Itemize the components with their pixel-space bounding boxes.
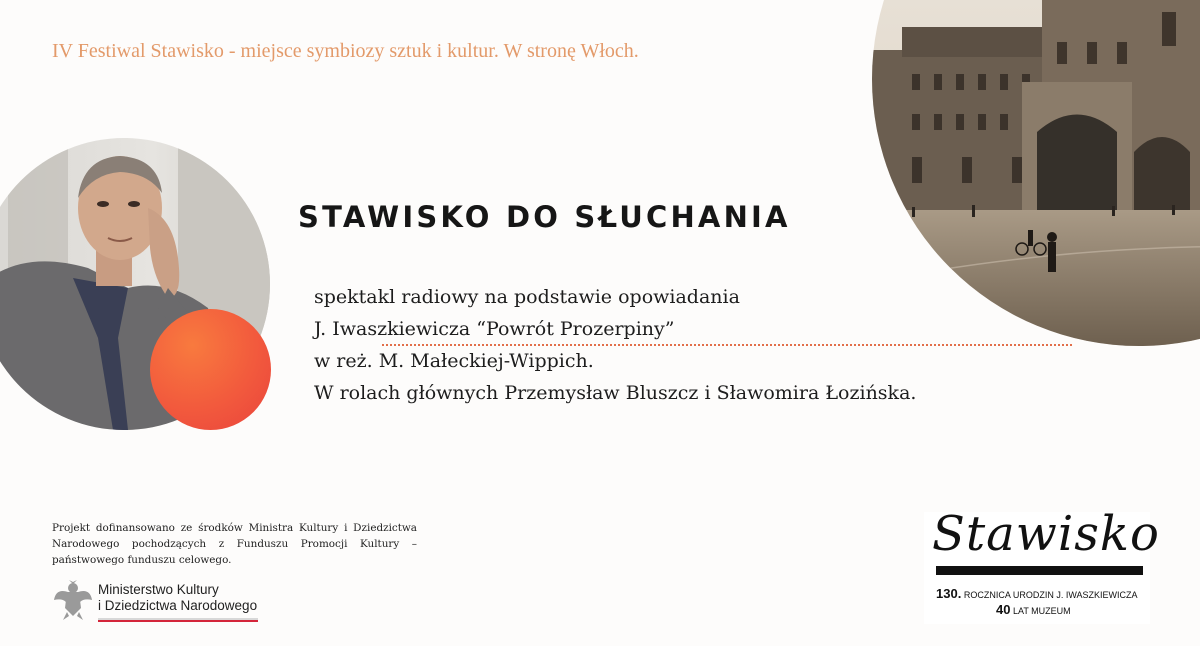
main-heading: STAWISKO DO SŁUCHANIA [298,200,791,234]
ministry-name-line-1: Ministerstwo Kultury [98,582,219,597]
description-line-3: w reż. M. Małeckiej-Wippich. [314,350,594,372]
polish-eagle-icon [52,578,94,622]
anniversary-line [936,586,1138,601]
dotted-divider [382,344,1072,346]
ministry-name-line-2: i Dziedzictwa Narodowego [98,598,258,613]
anniversary-text: ROCZNICA URODZIN J. IWASZKIEWICZA [963,590,1138,600]
decorative-orange-circle [150,309,271,430]
festival-title: IV Festiwal Stawisko - miejsce symbiozy sztuk i kultur. W stronę Włoch. [52,40,639,62]
logo-script-name: Stawisko [932,506,1160,562]
museum-line [996,602,1071,617]
historic-city-square-photo [872,0,1200,346]
museum-text: LAT MUZEUM [1012,606,1071,616]
logo-bar [936,566,1143,575]
museum-number: 40 [996,602,1011,617]
funding-note: Projekt dofinansowano ze środków Ministra Kultury i Dziedzictwa Narodowego pochodzących z Funduszu Promocji Kultury – państwowego funduszu celowego. [52,522,417,566]
ministry-logo [52,578,267,626]
stawisko-logo [924,506,1160,624]
description-line-4: W rolach głównych Przemysław Bluszcz i Sławomira Łozińska. [314,382,917,404]
anniversary-number: 130. [936,586,962,601]
ministry-flag-bar [98,618,258,622]
ministry-name [98,582,257,614]
description-line-2: J. Iwaszkiewicza “Powrót Prozerpiny” [314,318,675,340]
description-line-1: spektakl radiowy na podstawie opowiadania [314,286,740,308]
